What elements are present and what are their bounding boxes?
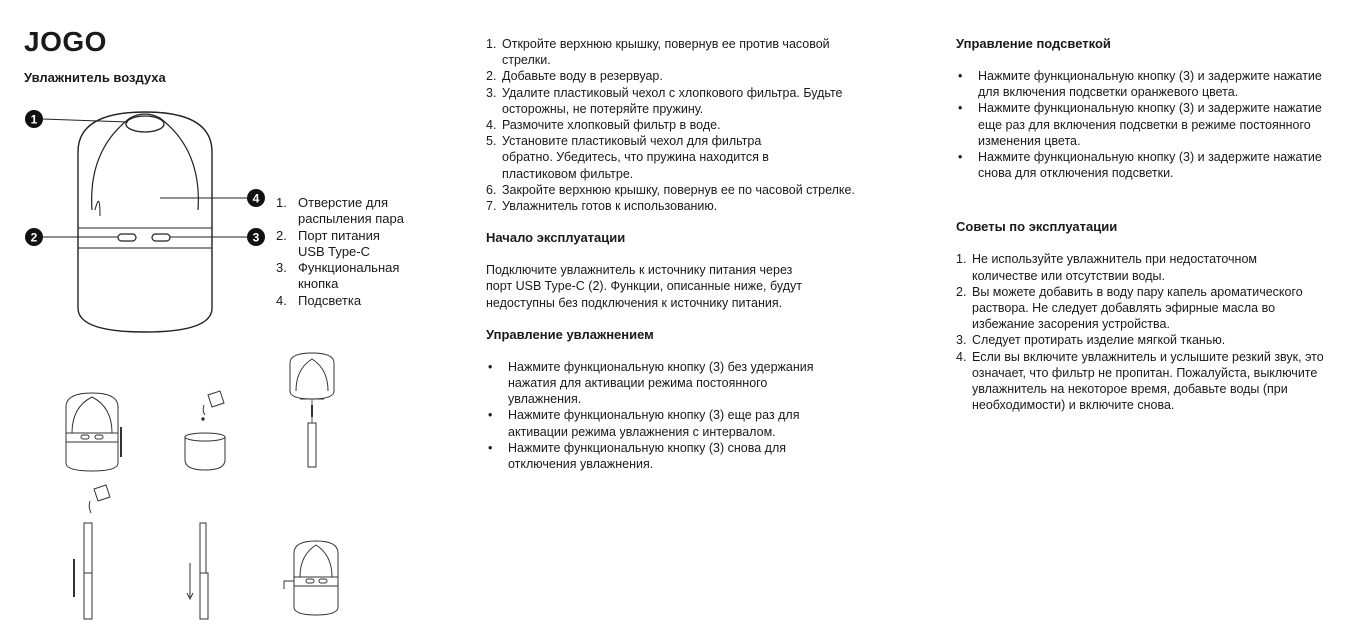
- list-item: 2. Вы можете добавить в воду пару капель ароматического раствора. Не следует добавлять эфирные масла во избежание засорения устройства.: [956, 284, 1303, 332]
- callout-4-label: 4: [252, 191, 260, 206]
- section-heading-tips: Советы по эксплуатации: [956, 219, 1118, 235]
- list-item: 1. Не используйте увлажнитель при недостаточном количестве или отсутствии воды.: [956, 252, 1258, 283]
- humidifier-diagram: [0, 90, 280, 350]
- callout-3-label: 3: [252, 230, 260, 245]
- setup-steps-list: [486, 36, 866, 214]
- section-heading-humidity: Управление увлажнением: [486, 326, 654, 342]
- step3-illustration: [290, 353, 334, 467]
- middle-column: [486, 36, 866, 472]
- section-heading-light: Управление подсветкой: [956, 36, 1111, 51]
- callout-1-label: 1: [30, 112, 38, 127]
- list-item: 6. Закройте верхнюю крышку, повернув ее по часовой стрелке.: [486, 182, 855, 197]
- list-item: • Нажмите функциональную кнопку (3) снова для отключения увлажнения.: [488, 440, 787, 472]
- callout-4: [247, 189, 265, 207]
- callout-2: [25, 228, 43, 246]
- list-item: • Нажмите функциональную кнопку (3) еще раз для активации режима увлажнения с интервалом.: [488, 408, 800, 439]
- parts-item: 3. Функциональная кнопка: [276, 260, 400, 292]
- parts-item: 4. Подсветка: [276, 292, 362, 308]
- list-item: 4. Размочите хлопковый фильтр в воде.: [486, 118, 721, 133]
- list-item: 3. Следует протирать изделие мягкой тканью.: [956, 333, 1226, 348]
- step2-illustration: [185, 391, 225, 470]
- list-item: 3. Удалите пластиковый чехол с хлопкового фильтра. Будьте осторожны, не потеряйте пружину.: [486, 85, 843, 116]
- parts-item: 2. Порт питания USB Type-C: [276, 227, 380, 259]
- list-item: • Нажмите функциональную кнопку (3) без удержания нажатия для активации режима постоянного увлажнения.: [488, 359, 814, 407]
- callout-1: [25, 110, 43, 128]
- callout-2-label: 2: [30, 230, 38, 245]
- start-paragraph: Подключите увлажнитель к источнику питания через порт USB Type-C (2). Функции, описанные ниже, будут недоступны без подключения к источнику питания.: [486, 263, 802, 310]
- humidifier-body: [78, 112, 212, 332]
- list-item: • Нажмите функциональную кнопку (3) и задержите нажатие для включения подсветки оранжевого цвета.: [958, 69, 1322, 100]
- mist-outlet: [126, 116, 164, 132]
- list-item: 5. Установите пластиковый чехол для фильтра обратно. Убедитесь, что пружина находится в пластиковом фильтре.: [486, 134, 769, 181]
- brand-title: JOGO: [24, 26, 107, 57]
- light-list: [956, 68, 1340, 181]
- list-item: • Нажмите функциональную кнопку (3) и задержите нажатие снова для отключения подсветки.: [958, 150, 1322, 181]
- step6-illustration: [284, 541, 338, 615]
- step1-illustration: [66, 393, 121, 471]
- right-column: [956, 36, 1340, 413]
- step4-illustration: [74, 485, 110, 619]
- callout-3: [247, 228, 265, 246]
- function-button: [152, 234, 170, 241]
- product-subtitle: Увлажнитель воздуха: [24, 70, 166, 85]
- list-item: 2. Добавьте воду в резервуар.: [486, 69, 663, 84]
- tips-list: [956, 251, 1340, 413]
- usb-port: [118, 234, 136, 241]
- parts-list: [276, 195, 416, 309]
- list-item: 7. Увлажнитель готов к использованию.: [486, 199, 718, 214]
- list-item: 1. Откройте верхнюю крышку, повернув ее против часовой стрелки.: [486, 37, 830, 68]
- list-item: • Нажмите функциональную кнопку (3) и задержите нажатие еще раз для включения подсветки в режиме постоянного изменения цвета.: [958, 101, 1322, 148]
- parts-item: 1. Отверстие для распыления пара: [276, 195, 404, 227]
- step5-illustration: [187, 523, 208, 619]
- setup-illustrations: [40, 345, 360, 625]
- list-item: 4. Если вы включите увлажнитель и услышите резкий звук, это означает, что фильтр не пропитан. Пожалуйста, выключите увлажнитель на некоторое время, добавьте воды (при необходимости) и включите снова.: [956, 349, 1324, 413]
- section-heading-start: Начало эксплуатации: [486, 230, 626, 246]
- humidity-list: [486, 359, 866, 472]
